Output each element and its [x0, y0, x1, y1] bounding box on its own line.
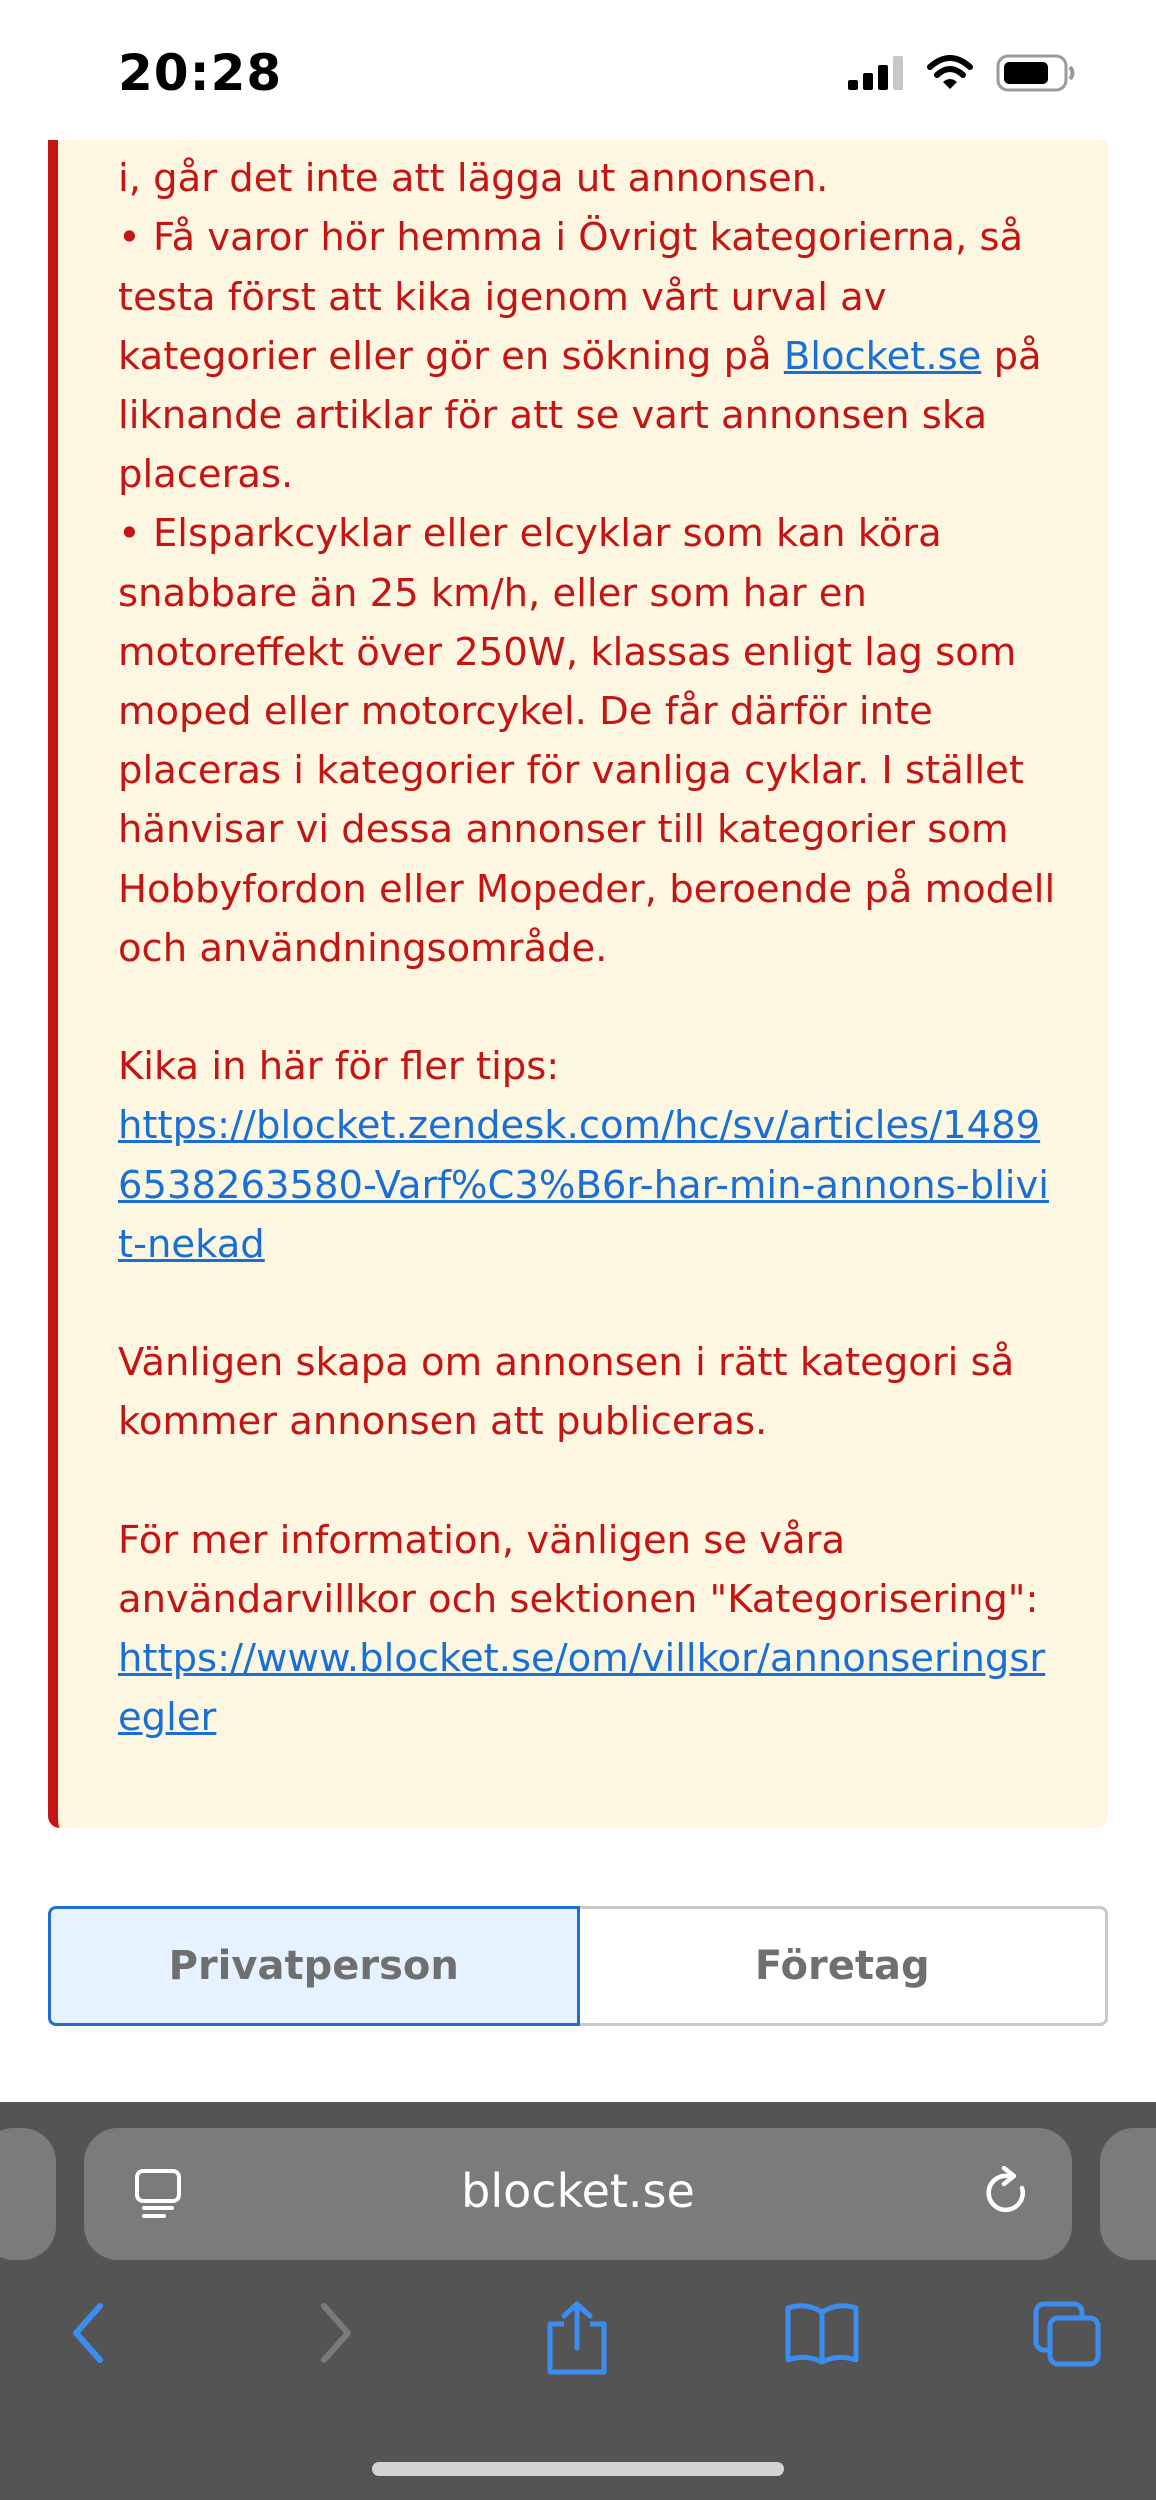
notice-content	[118, 90, 1058, 1748]
battery-icon	[996, 54, 1076, 96]
url-text: blocket.se	[461, 2164, 695, 2218]
tips-link[interactable]: https://blocket.zendesk.com/hc/sv/articles/14896538263580-Varf%C3%B6r-har-min-annons-blivit-nekad	[118, 1103, 1049, 1267]
info-text: För mer information, vänligen se våra användarvillkor och sektionen "Kategorisering":	[118, 1517, 1039, 1623]
share-icon[interactable]	[546, 2300, 608, 2380]
address-bar[interactable]	[84, 2128, 1072, 2260]
forward-icon[interactable]	[314, 2300, 358, 2370]
previous-tab-preview[interactable]	[0, 2128, 56, 2260]
bookmarks-icon[interactable]	[784, 2300, 860, 2370]
blocket-link[interactable]: Blocket.se	[783, 333, 982, 379]
company-button[interactable]: Företag	[580, 1906, 1109, 2026]
account-type-segmented-control	[48, 1906, 1108, 2026]
browser-toolbar	[0, 2290, 1156, 2400]
browser-chrome	[0, 2102, 1156, 2500]
wifi-icon	[926, 55, 974, 95]
recreate-text: Vänligen skapa om annonsen i rätt kategori så kommer annonsen att publiceras.	[118, 1340, 1015, 1445]
status-time: 20:28	[118, 44, 283, 102]
notice-paragraph: • Elsparkcyklar eller elcyklar som kan köra snabbare än 25 km/h, eller som har en motoreffekt över 250W, klassas enligt lag som moped eller motorcykel. De får därför inte placeras i kategorier för vanliga cyklar. I stället hänvisar vi dessa annonser till kategorier som Hobbyfordon eller Mopeder, beroende på modell och användningsområde.	[118, 511, 1056, 971]
back-icon[interactable]	[66, 2300, 110, 2370]
notice-paragraph: • Få varor hör hemma i Övrigt kategorierna, så testa först att kika igenom vårt urval av kategorier eller gör en sökning på Blocket.se på liknande artiklar för att se vart annonsen ska placeras.	[118, 215, 1042, 498]
private-person-button[interactable]: Privatperson	[48, 1906, 580, 2026]
tips-label: Kika in här för fler tips:	[118, 1044, 560, 1090]
tabs-icon[interactable]	[1032, 2300, 1102, 2372]
next-tab-preview[interactable]	[1100, 2128, 1156, 2260]
reload-icon[interactable]	[982, 2166, 1032, 2224]
terms-link[interactable]: https://www.blocket.se/om/villkor/annonseringsregler	[118, 1636, 1046, 1741]
signal-icon	[848, 56, 904, 94]
notice-paragraph: i, går det inte att lägga ut annonsen.	[118, 156, 829, 202]
home-indicator	[372, 2462, 784, 2476]
status-bar	[0, 0, 1156, 140]
